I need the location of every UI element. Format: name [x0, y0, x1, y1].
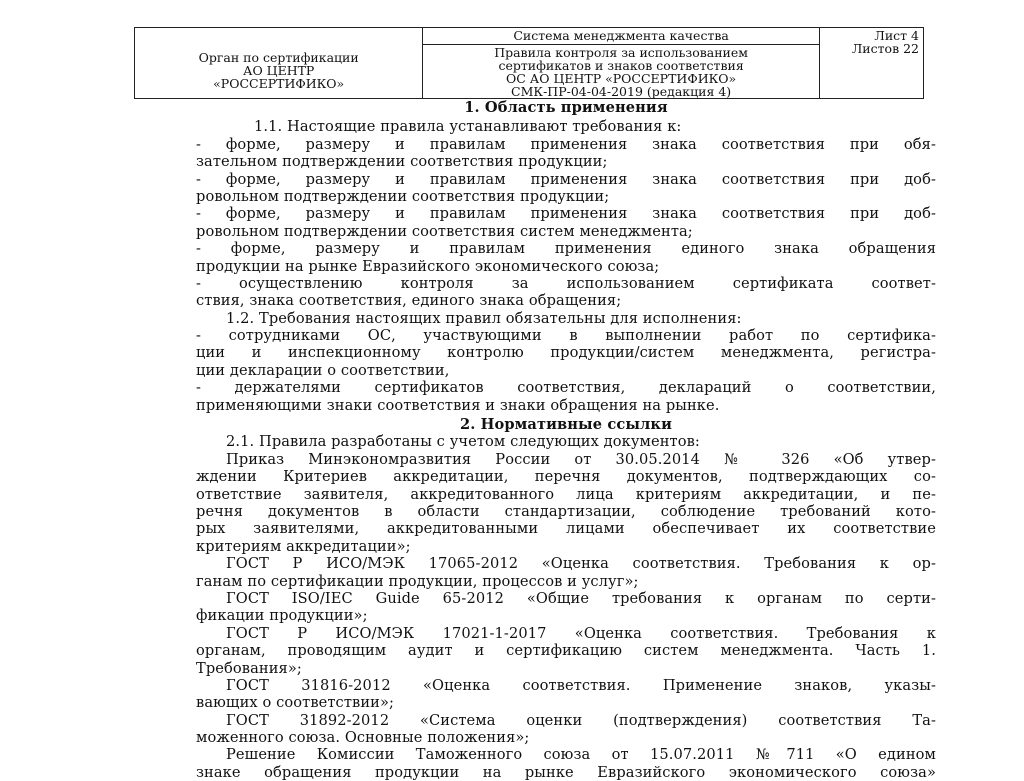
document-body [196, 99, 936, 781]
text-line: ответствие заявителя, аккредитованного лица критериям аккредитации, и пе- [196, 485, 936, 503]
section-heading: 2. Нормативные ссылки [459, 416, 672, 434]
text-line: фикации продукции»; [196, 607, 368, 625]
text-line: - форме, размеру и правилам применения знака соответствия при доб- [196, 170, 936, 188]
text-line: моженного союза. Основные положения»; [196, 729, 530, 747]
text-line: ции и инспекционному контролю продукции/систем менеджмента, регистра- [196, 344, 936, 362]
org-line: АО ЦЕНТР [242, 62, 315, 78]
text-line: 2.1. Правила разработаны с учетом следующих документов: [226, 433, 700, 451]
sheet-number: Лист 4 [874, 28, 919, 43]
text-line: - форме, размеру и правилам применения единого знака обращения [196, 240, 936, 258]
text-line: ГОСТ 31816-2012 «Оценка соответствия. Применение знаков, указы- [226, 676, 936, 694]
text-line: - сотрудниками ОС, участвующими в выполнении работ по сертифика- [196, 327, 936, 345]
text-line: - форме, размеру и правилам применения знака соответствия при доб- [196, 205, 936, 223]
text-line: ГОСТ Р ИСО/МЭК 17021-1-2017 «Оценка соответствия. Требования к [226, 624, 936, 642]
text-line: Решение Комиссии Таможенного союза от 15.07.2011 №711 «О едином [226, 746, 936, 764]
system-title: Система менеджмента качества [423, 28, 819, 45]
text-line: - осуществлению контроля за использованием сертификата соответ- [196, 274, 936, 292]
doc-title-line: сертификатов и знаков соответствия [498, 58, 744, 73]
text-line: - держателями сертификатов соответствия, деклараций о соответствии, [196, 379, 936, 397]
text-line: ждении Критериев аккредитации, перечня документов, подтверждающих со- [196, 468, 936, 486]
text-line: вающих о соответствии»; [196, 694, 395, 712]
text-line: 1.1. Настоящие правила устанавливают требования к: [254, 118, 682, 136]
text-line: ровольном подтверждении соответствия продукции; [196, 187, 610, 205]
text-line: продукции на рынке Евразийского экономического союза; [196, 257, 660, 275]
org-line: Орган по сертификации [198, 49, 359, 65]
text-line: ствия, знака соответствия, единого знака обращения; [196, 292, 622, 310]
text-line: ции декларации о соответствии, [196, 361, 450, 379]
text-line: - форме, размеру и правилам применения знака соответствия при обя- [196, 135, 936, 153]
doc-code: СМК-ПР-04-04-2019 (редакция 4) [511, 84, 732, 99]
org-cell [135, 28, 423, 99]
text-line: ганам по сертификации продукции, процессов и услуг»; [196, 572, 639, 590]
doc-title-line: Правила контроля за использованием [494, 45, 748, 60]
org-line: «РОССЕРТИФИКО» [213, 75, 345, 91]
text-line: речня документов в области стандартизации, соблюдение требований кото- [196, 502, 936, 520]
text-line: органам, проводящим аудит и сертификацию систем менеджмента. Часть 1. [196, 642, 936, 660]
text-line: применяющими знаки соответствия и знаки обращения на рынке. [196, 396, 720, 414]
text-line: зательном подтверждении соответствия продукции; [196, 153, 608, 171]
section-heading: 1. Область применения [464, 99, 668, 116]
text-line: ГОСТ Р ИСО/МЭК 17065-2012 «Оценка соответствия. Требования к ор- [226, 555, 936, 573]
text-line: рых заявителями, аккредитованными лицами обеспечивает их соответствие [196, 520, 936, 538]
text-line: 1.2. Требования настоящих правил обязательны для исполнения: [226, 309, 742, 327]
sheet-cell [819, 28, 923, 99]
text-line: критериям аккредитации»; [196, 537, 411, 555]
text-line: Требования»; [196, 659, 302, 677]
system-cell [423, 28, 820, 99]
text-line: Приказ Минэкономразвития России от 30.05.2014 № 326 «Об утвер- [226, 450, 936, 468]
doc-title-line: ОС АО ЦЕНТР «РОССЕРТИФИКО» [506, 71, 737, 86]
text-line: ГОСТ 31892-2012 «Система оценки (подтверждения) соответствия Та- [226, 711, 936, 729]
text-line: ровольном подтверждении соответствия систем менеджмента; [196, 222, 693, 240]
sheets-total: Листов 22 [851, 41, 919, 56]
header-table [134, 27, 924, 99]
text-line: знаке обращения продукции на рынке Евразийского экономического союза» [196, 763, 936, 781]
text-line: ГОСТ ISO/IEC Guide 65-2012 «Общие требования к органам по серти- [226, 589, 936, 607]
